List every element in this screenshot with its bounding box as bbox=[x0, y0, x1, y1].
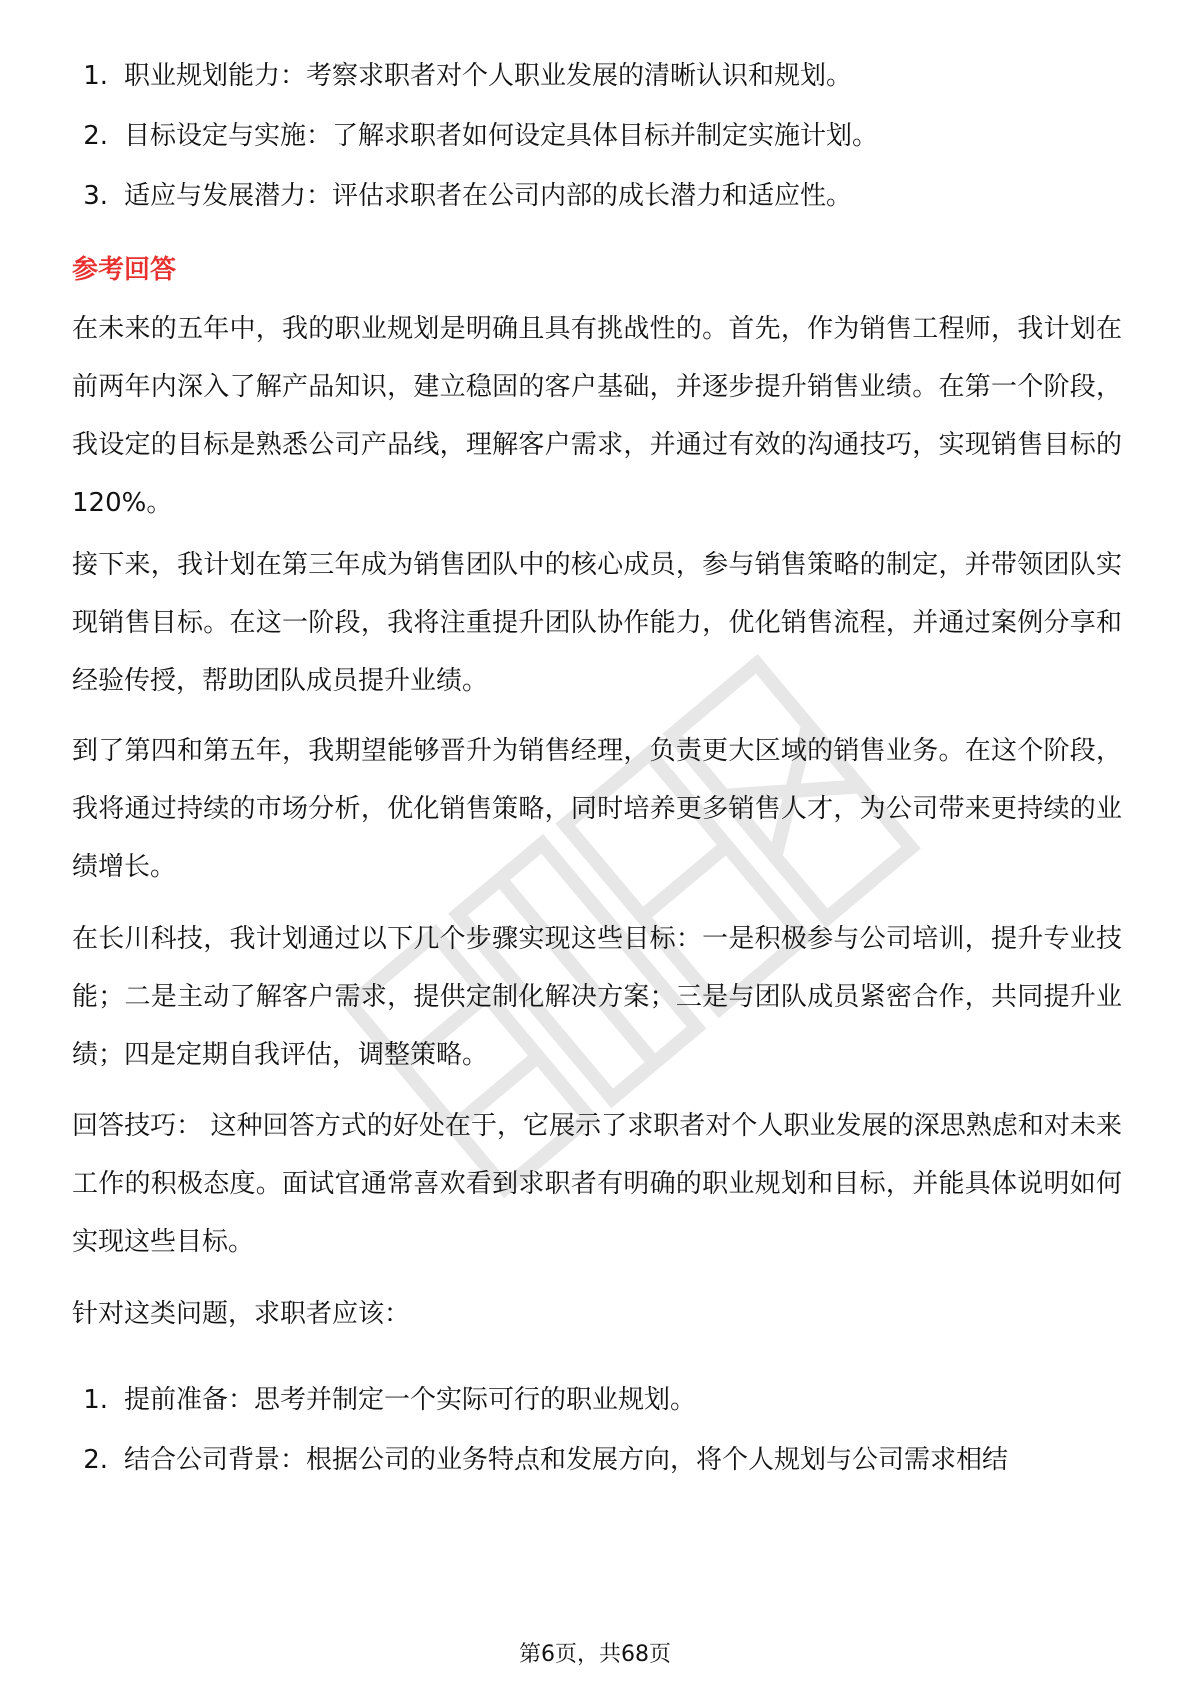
tips-paragraph: 回答技巧： 这种回答方式的好处在于，它展示了求职者对个人职业发展的深思熟虑和对未来工作的积极态度。面试官通常喜欢看到求职者有明确的职业规划和目标，并能具体说明如何实现这些目标。 bbox=[72, 1111, 1122, 1257]
answer-paragraph: 在未来的五年中，我的职业规划是明确且具有挑战性的。首先，作为销售工程师，我计划在前两年内深入了解产品知识，建立稳固的客户基础，并逐步提升销售业绩。在第一个阶段，我设定的目标是熟悉公司产品线，理解客户需求，并通过有效的沟通技巧，实现销售目标的120%。 bbox=[72, 314, 1122, 518]
list-item-number: 2. bbox=[83, 1445, 108, 1475]
list-item-number: 2. bbox=[83, 121, 108, 151]
list-item-text: 结合公司背景：根据公司的业务特点和发展方向，将个人规划与公司需求相结 bbox=[124, 1445, 1009, 1475]
section-heading: 参考回答 bbox=[72, 255, 177, 285]
answer-paragraph: 接下来，我计划在第三年成为销售团队中的核心成员，参与销售策略的制定，并带领团队实现销售目标。在这一阶段，我将注重提升团队协作能力，优化销售流程，并通过案例分享和经验传授，帮助团队成员提升业绩。 bbox=[72, 550, 1122, 696]
criteria-list bbox=[72, 46, 878, 226]
list-item-text: 提前准备：思考并制定一个实际可行的职业规划。 bbox=[124, 1385, 697, 1415]
page-number: 第6页，共68页 bbox=[519, 1642, 671, 1667]
list-item-number: 1. bbox=[83, 61, 108, 91]
answer-paragraph: 到了第四和第五年，我期望能够晋升为销售经理，负责更大区域的销售业务。在这个阶段，我将通过持续的市场分析，优化销售策略，同时培养更多销售人才，为公司带来更持续的业绩增长。 bbox=[72, 736, 1122, 882]
list-item-number: 1. bbox=[83, 1385, 108, 1415]
list-item bbox=[72, 106, 878, 166]
list-item bbox=[72, 1430, 1008, 1490]
list-item-text: 职业规划能力：考察求职者对个人职业发展的清晰认识和规划。 bbox=[124, 61, 853, 91]
advice-list bbox=[72, 1370, 1008, 1490]
list-item bbox=[72, 166, 878, 226]
list-item-text: 目标设定与实施：了解求职者如何设定具体目标并制定实施计划。 bbox=[124, 121, 879, 151]
answer-paragraph: 在长川科技，我计划通过以下几个步骤实现这些目标：一是积极参与公司培训，提升专业技能；二是主动了解客户需求，提供定制化解决方案；三是与团队成员紧密合作，共同提升业绩；四是定期自我评估，调整策略。 bbox=[72, 924, 1122, 1070]
list-item bbox=[72, 1370, 1008, 1430]
list-item bbox=[72, 46, 878, 106]
list-item-number: 3. bbox=[83, 181, 108, 211]
advice-intro: 针对这类问题，求职者应该： bbox=[72, 1299, 411, 1329]
list-item-text: 适应与发展潜力：评估求职者在公司内部的成长潜力和适应性。 bbox=[124, 181, 853, 211]
